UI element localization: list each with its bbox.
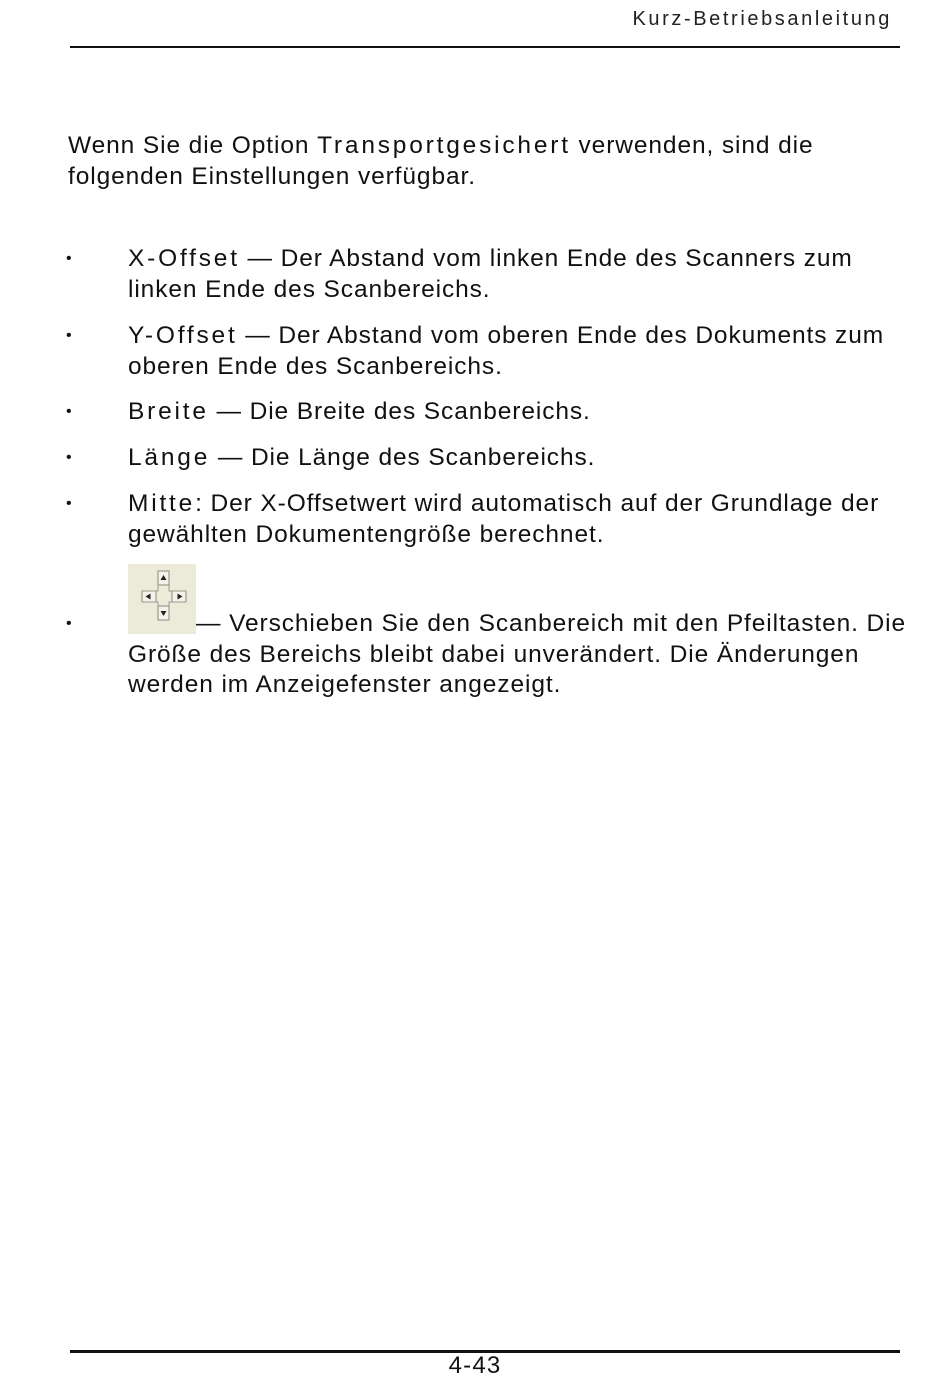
- list-item-laenge: [66, 443, 918, 474]
- list-item-breite: [66, 397, 918, 428]
- setting-term: Y-Offset: [128, 322, 238, 349]
- list-item-x-offset: [66, 244, 918, 305]
- page-number: 4-43: [448, 1352, 502, 1379]
- bullet-icon: •: [66, 615, 73, 632]
- setting-term: Länge: [128, 444, 211, 471]
- bullet-icon: •: [66, 403, 73, 420]
- setting-description: — Der Abstand vom linken Ende des Scanners zum linken Ende des Scanbereichs.: [128, 245, 853, 303]
- bullet-icon: •: [66, 327, 73, 344]
- list-item-move-area: [66, 609, 928, 701]
- setting-description: — Verschieben Sie den Scanbereich mit den Pfeiltasten. Die Größe des Bereichs bleibt dabei unverändert. Die Änderungen werden im Anzeigefenster angezeigt.: [128, 610, 906, 698]
- setting-description: — Die Länge des Scanbereichs.: [210, 444, 596, 471]
- setting-description: — Der Abstand vom oberen Ende des Dokuments zum oberen Ende des Scanbereichs.: [128, 322, 885, 380]
- intro-paragraph: [68, 131, 888, 192]
- list-item-mitte: [66, 489, 918, 550]
- setting-term: Mitte: [128, 490, 196, 517]
- intro-text-before: Wenn Sie die Option: [68, 132, 318, 159]
- setting-term: Breite: [128, 398, 209, 425]
- bullet-icon: •: [66, 250, 73, 267]
- bullet-icon: •: [66, 495, 73, 512]
- setting-description: : Der X-Offsetwert wird automatisch auf der Grundlage der gewählten Dokumentengröße berechnet.: [128, 490, 880, 548]
- intro-term: Transportgesichert: [317, 132, 571, 159]
- list-item-y-offset: [66, 321, 918, 382]
- header-title: Kurz-Betriebsanleitung: [632, 8, 892, 30]
- header-rule: [70, 46, 900, 48]
- setting-description: — Die Breite des Scanbereichs.: [208, 398, 591, 425]
- bullet-icon: •: [66, 449, 73, 466]
- setting-term: X-Offset: [128, 245, 240, 272]
- intro-text-after: verwenden, sind die folgenden Einstellungen verfügbar.: [68, 132, 814, 190]
